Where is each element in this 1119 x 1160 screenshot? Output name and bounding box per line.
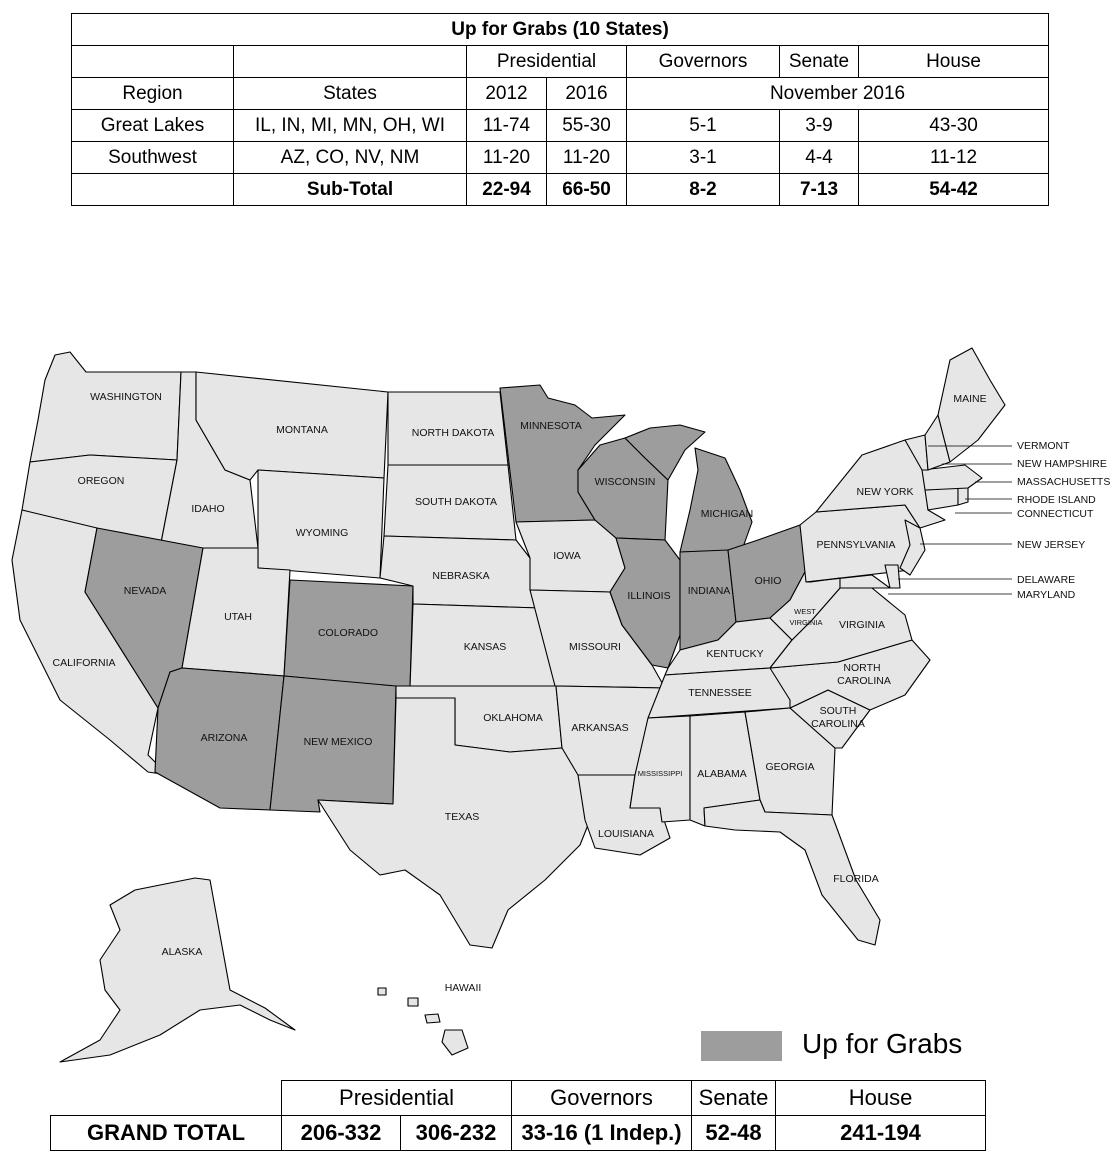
subtotal-label: Sub-Total xyxy=(234,174,467,206)
subtotal-house: 54-42 xyxy=(859,174,1049,206)
label-utah: UTAH xyxy=(224,611,252,623)
label-missouri: MISSOURI xyxy=(569,641,621,653)
label-iowa: IOWA xyxy=(553,550,581,562)
state-delaware xyxy=(885,565,900,588)
grand-total-pres-2012: 206-332 xyxy=(282,1116,401,1151)
label-louisiana: LOUISIANA xyxy=(597,828,655,840)
label-virginia: VIRGINIA xyxy=(838,619,886,631)
grand-total-governors: 33-16 (1 Indep.) xyxy=(512,1116,692,1151)
state-alaska xyxy=(60,878,295,1062)
header-senate: Senate xyxy=(692,1081,776,1116)
table-subheader-row xyxy=(72,78,1049,110)
state-washington xyxy=(30,352,181,462)
grand-total-table xyxy=(50,1080,986,1151)
cell-states: IL, IN, MI, MN, OH, WI xyxy=(234,110,467,142)
label-wyoming: WYOMING xyxy=(295,527,349,539)
label-montana: MONTANA xyxy=(276,424,328,436)
label-new-mexico: NEW MEXICO xyxy=(303,736,373,748)
label-hawaii: HAWAII xyxy=(444,982,482,994)
subtotal-row xyxy=(72,174,1049,206)
state-hawaii xyxy=(442,1030,468,1055)
grand-total-house: 241-194 xyxy=(776,1116,986,1151)
subtotal-senate: 7-13 xyxy=(780,174,859,206)
label-california: CALIFORNIA xyxy=(52,657,116,669)
empty-cell xyxy=(72,46,234,78)
label-alaska: ALASKA xyxy=(161,946,203,958)
label-texas: TEXAS xyxy=(444,811,480,823)
state-wyoming xyxy=(258,470,384,578)
cell-pres-2012: 11-20 xyxy=(467,142,547,174)
grand-total-pres-2016: 306-232 xyxy=(401,1116,512,1151)
callout-new-jersey: NEW JERSEY xyxy=(1017,539,1086,551)
label-north-carolina-line1: NORTH xyxy=(843,662,881,674)
label-south-carolina-line2: CAROLINA xyxy=(811,718,865,730)
label-tennessee: TENNESSEE xyxy=(688,687,752,699)
label-mississippi: MISSISSIPPI xyxy=(637,769,683,778)
cell-region: Great Lakes xyxy=(72,110,234,142)
empty-cell xyxy=(234,46,467,78)
cell-house: 11-12 xyxy=(859,142,1049,174)
header-2016: 2016 xyxy=(547,78,627,110)
header-senate: Senate xyxy=(780,46,859,78)
label-arkansas: ARKANSAS xyxy=(571,722,629,734)
subtotal-pres-2012: 22-94 xyxy=(467,174,547,206)
callout-massachusetts: MASSACHUSETTS xyxy=(1017,476,1111,488)
cell-governors: 3-1 xyxy=(627,142,780,174)
label-oklahoma: OKLAHOMA xyxy=(483,712,543,724)
header-november-2016: November 2016 xyxy=(627,78,1049,110)
callout-vermont: VERMONT xyxy=(1017,440,1070,452)
label-michigan: MICHIGAN xyxy=(700,508,754,520)
label-west-virginia-line2: VIRGINIA xyxy=(789,618,823,627)
callout-maryland: MARYLAND xyxy=(1017,589,1076,601)
label-west-virginia-line1: WEST xyxy=(794,607,816,616)
label-nebraska: NEBRASKA xyxy=(432,570,490,582)
label-indiana: INDIANA xyxy=(687,585,731,597)
cell-pres-2016: 11-20 xyxy=(547,142,627,174)
subtotal-pres-2016: 66-50 xyxy=(547,174,627,206)
label-maine: MAINE xyxy=(953,393,987,405)
table-title: Up for Grabs (10 States) xyxy=(72,14,1049,46)
callout-connecticut: CONNECTICUT xyxy=(1017,508,1094,520)
header-presidential: Presidential xyxy=(467,46,627,78)
subtotal-governors: 8-2 xyxy=(627,174,780,206)
label-alabama: ALABAMA xyxy=(697,768,747,780)
empty-cell xyxy=(72,174,234,206)
label-south-carolina-line1: SOUTH xyxy=(819,705,857,717)
grand-total-label: GRAND TOTAL xyxy=(51,1116,282,1151)
label-georgia: GEORGIA xyxy=(765,761,815,773)
hawaii-island xyxy=(378,988,386,995)
label-illinois: ILLINOIS xyxy=(627,590,671,602)
state-connecticut xyxy=(925,488,958,510)
callout-rhode-island: RHODE ISLAND xyxy=(1017,494,1096,506)
callout-delaware: DELAWARE xyxy=(1017,574,1076,586)
up-for-grabs-table xyxy=(71,13,1049,206)
header-governors: Governors xyxy=(512,1081,692,1116)
cell-states: AZ, CO, NV, NM xyxy=(234,142,467,174)
header-presidential: Presidential xyxy=(282,1081,512,1116)
table-row xyxy=(72,142,1049,174)
label-pennsylvania: PENNSYLVANIA xyxy=(816,539,896,551)
state-rhode-island xyxy=(958,488,968,505)
us-states-map xyxy=(0,330,1119,1070)
cell-senate: 3-9 xyxy=(780,110,859,142)
label-idaho: IDAHO xyxy=(191,503,225,515)
label-washington: WASHINGTON xyxy=(90,391,162,403)
label-kentucky: KENTUCKY xyxy=(706,648,764,660)
label-minnesota: MINNESOTA xyxy=(520,420,582,432)
header-2012: 2012 xyxy=(467,78,547,110)
callout-new-hampshire: NEW HAMPSHIRE xyxy=(1017,458,1107,470)
header-states: States xyxy=(234,78,467,110)
state-maine xyxy=(938,348,1005,462)
hawaii-island xyxy=(408,998,418,1006)
header-house: House xyxy=(776,1081,986,1116)
label-south-dakota: SOUTH DAKOTA xyxy=(414,496,498,508)
table-header-row xyxy=(72,46,1049,78)
label-nevada: NEVADA xyxy=(123,585,167,597)
legend-swatch xyxy=(701,1031,782,1061)
label-wisconsin: WISCONSIN xyxy=(594,476,656,488)
cell-senate: 4-4 xyxy=(780,142,859,174)
label-north-carolina-line2: CAROLINA xyxy=(837,675,891,687)
header-house: House xyxy=(859,46,1049,78)
grand-total-row xyxy=(51,1116,986,1151)
state-michigan xyxy=(680,448,752,552)
cell-pres-2012: 11-74 xyxy=(467,110,547,142)
label-arizona: ARIZONA xyxy=(200,732,248,744)
table-title-row xyxy=(72,14,1049,46)
cell-governors: 5-1 xyxy=(627,110,780,142)
cell-pres-2016: 55-30 xyxy=(547,110,627,142)
grand-total-senate: 52-48 xyxy=(692,1116,776,1151)
label-florida: FLORIDA xyxy=(833,873,879,885)
header-governors: Governors xyxy=(627,46,780,78)
label-ohio: OHIO xyxy=(754,575,782,587)
table-row xyxy=(72,110,1049,142)
hawaii-island xyxy=(425,1014,440,1023)
label-new-york: NEW YORK xyxy=(856,486,914,498)
label-oregon: OREGON xyxy=(77,475,125,487)
empty-cell xyxy=(51,1081,282,1116)
header-region: Region xyxy=(72,78,234,110)
grand-total-header-row xyxy=(51,1081,986,1116)
label-kansas: KANSAS xyxy=(463,641,507,653)
cell-region: Southwest xyxy=(72,142,234,174)
cell-house: 43-30 xyxy=(859,110,1049,142)
label-north-dakota: NORTH DAKOTA xyxy=(411,427,495,439)
legend-label: Up for Grabs xyxy=(802,1028,963,1059)
label-colorado: COLORADO xyxy=(317,627,379,639)
